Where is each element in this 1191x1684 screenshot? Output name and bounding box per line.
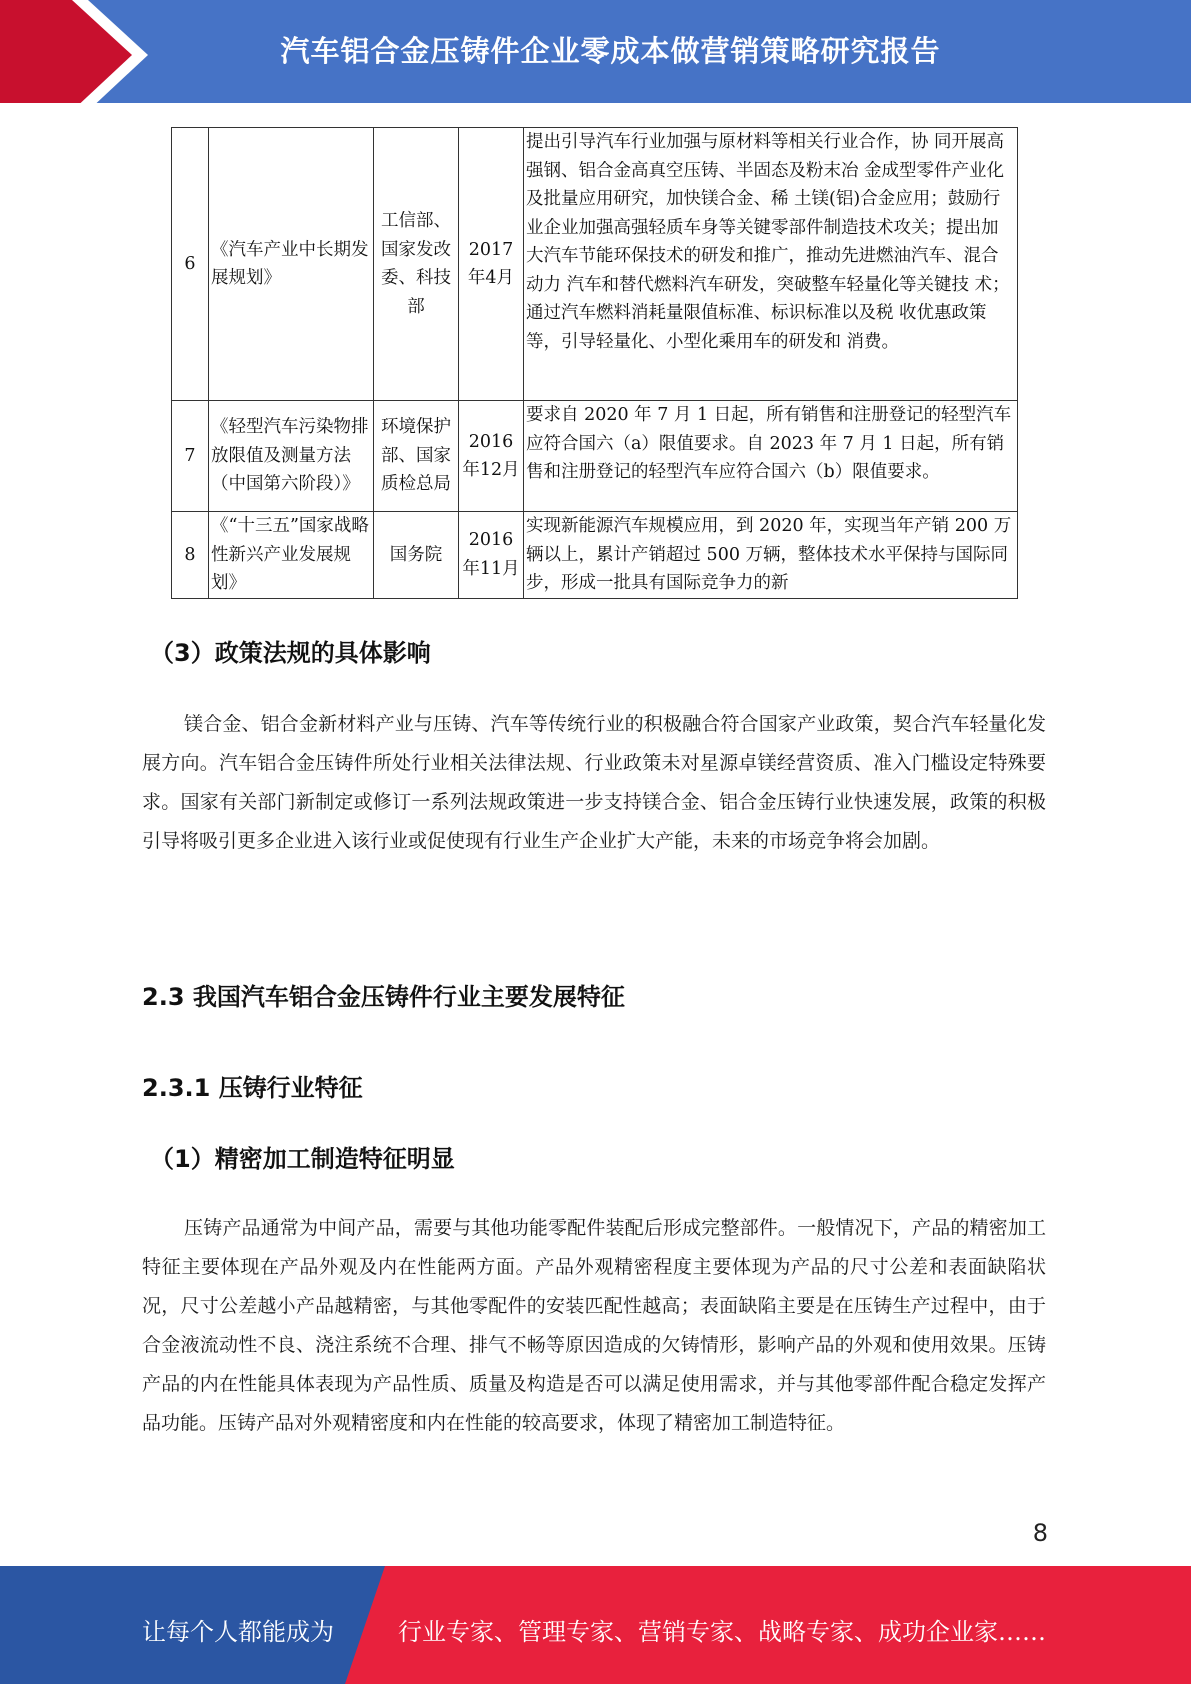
policy-name: 《“十三五”国家战略性新兴产业发展规划》 [209, 512, 374, 599]
table-row [172, 128, 1018, 401]
table-row [172, 401, 1018, 512]
paragraph-policy-impact: 镁合金、铝合金新材料产业与压铸、汽车等传统行业的积极融合符合国家产业政策，契合汽车轻量化发展方向。汽车铝合金压铸件所处行业相关法律法规、行业政策未对星源卓镁经营资质、准入门槛设定特殊要求。国家有关部门新制定或修订一系列法规政策进一步支持镁合金、铝合金压铸行业快速发展，政策的积极引导将吸引更多企业进入该行业或促使现有行业生产企业扩大产能，未来的市场竞争将会加剧。 [142, 713, 1046, 852]
footer-slogan-left: 让每个人都能成为 [142, 1618, 334, 1646]
issue-date: 2016年11月 [459, 512, 524, 599]
row-number: 7 [172, 401, 209, 512]
policy-name: 《轻型汽车污染物排放限值及测量方法（中国第六阶段）》 [209, 401, 374, 512]
section-heading-2-3-1: 2.3.1 压铸行业特征 [142, 1074, 363, 1102]
page-number: 8 [1032, 1519, 1048, 1547]
issuing-department: 工信部、国家发改委、科技部 [374, 128, 459, 401]
paragraph-precision: 压铸产品通常为中间产品，需要与其他功能零配件装配后形成完整部件。一般情况下，产品的精密加工特征主要体现在产品外观及内在性能两方面。产品外观精密程度主要体现为产品的尺寸公差和表面缺陷状况，尺寸公差越小产品越精密，与其他零配件的安装匹配性越高；表面缺陷主要是在压铸生产过程中，由于合金液流动性不良、浇注系统不合理、排气不畅等原因造成的欠铸情形，影响产品的外观和使用效果。压铸产品的内在性能具体表现为产品性质、质量及构造是否可以满足使用需求，并与其他零部件配合稳定发挥产品功能。压铸产品对外观精密度和内在性能的较高要求，体现了精密加工制造特征。 [142, 1217, 1046, 1434]
table-row [172, 512, 1018, 599]
row-number: 6 [172, 128, 209, 401]
issue-date: 2016年12月 [459, 401, 524, 512]
issuing-department: 环境保护部、国家质检总局 [374, 401, 459, 512]
policy-table [171, 127, 1018, 599]
report-title: 汽车铝合金压铸件企业零成本做营销策略研究报告 [280, 34, 941, 68]
policy-description: 实现新能源汽车规模应用，到 2020 年，实现当年产销 200 万辆以上，累计产销超过 500 万辆，整体技术水平保持与国际同步，形成一批具有国际竞争力的新 [524, 512, 1018, 599]
issue-date: 2017年4月 [459, 128, 524, 401]
issuing-department: 国务院 [374, 512, 459, 599]
footer-slogan-right: 行业专家、管理专家、营销专家、战略专家、成功企业家…… [398, 1618, 1046, 1646]
policy-name: 《汽车产业中长期发展规划》 [209, 128, 374, 401]
policy-description: 提出引导汽车行业加强与原材料等相关行业合作，协 同开展高强钢、铝合金高真空压铸、半固态及粉末冶 金成型零件产业化及批量应用研究，加快镁合金、稀 土镁(铝)合金应用；鼓励行业企业加强高强轻质车身等关键零部件制造技术攻关；提出加大汽车节能环保技术的研发和推广，推动先进燃油汽车、混合动力 汽车和替代燃料汽车研发，突破整车轻量化等关键技 术；通过汽车燃料消耗量限值标准、标识标准以及税 收优惠政策等，引导轻量化、小型化乘用车的研发和 消费。 [524, 128, 1018, 401]
sub-heading-precision: （1）精密加工制造特征明显 [150, 1145, 455, 1173]
section-heading-policy-impact: （3）政策法规的具体影响 [150, 639, 431, 667]
policy-description: 要求自 2020 年 7 月 1 日起，所有销售和注册登记的轻型汽车应符合国六（a）限值要求。自 2023 年 7 月 1 日起，所有销售和注册登记的轻型汽车应符合国六（b）限值要求。 [524, 401, 1018, 512]
section-heading-2-3: 2.3 我国汽车铝合金压铸件行业主要发展特征 [142, 983, 625, 1011]
header-band [0, 0, 1191, 111]
row-number: 8 [172, 512, 209, 599]
